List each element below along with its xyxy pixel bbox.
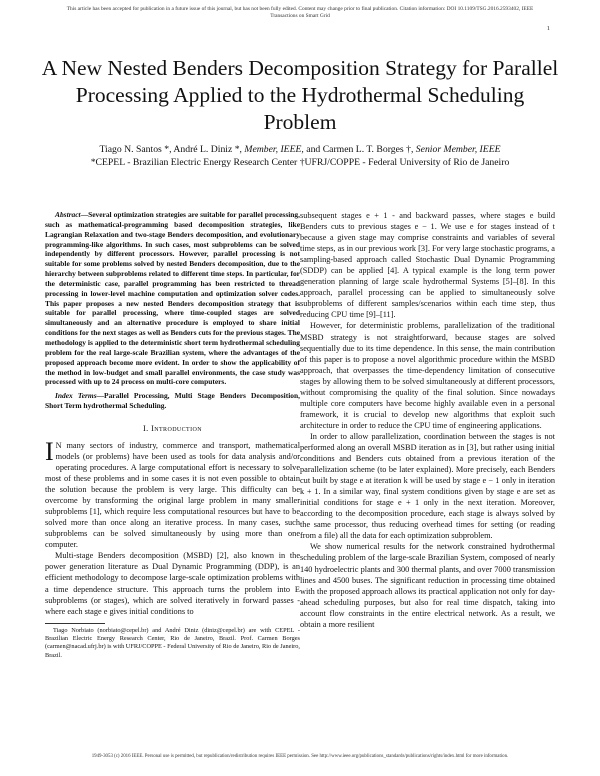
index-terms-text: —Parallel Processing, Multi Stage Benders Decomposition, Short Term hydrothermal Scheduling. xyxy=(45,391,300,411)
journal-header-note xyxy=(0,6,600,20)
left-column xyxy=(45,210,300,660)
right-paragraph-1: subsequent stages e + 1 - and backward passes, where stages e build Benders cuts to previous stages e − 1. We use e for stages instead of t because a given stage may comprise constraints and variables of several time steps, as in our previous work [3]. For very large stochastic programs, a sampling-based approach called Stochastic Dual Dynamic Programming (SDDP) can be applied [4]. A typical example is the long term power generation planning of large scale hydrothermal Systems [5]–[8]. In this approach, parallel processing can be applied to simultaneously solve subproblems of different samples/scenarios within each time step, thus reducing CPU time [9]–[11]. xyxy=(300,211,555,320)
footnote-divider xyxy=(45,623,105,624)
intro-paragraph-1-text: N many sectors of industry, commerce and transport, mathematical models (or problems) have been used as tools for data analysis and/or operating procedures. A large computational effort is necessary to solve most of these problems and in some cases it is not even possible to obtain the solution because the problem is very large. This difficulty can be overcome by transforming the original large problem in many smaller subproblems [1], which require less computational resources but have to be solved more than once along an iterative process. In many cases, such subproblems can be solved simultaneously by using more than one computer. xyxy=(45,440,300,550)
intro-paragraph-1 xyxy=(45,436,300,550)
drop-cap: I xyxy=(45,436,54,466)
intro-paragraph-2: Multi-stage Benders decomposition (MSBD) [2], also known in the power generation literature as Dual Dynamic Programming (DDP), is an efficient methodology to decompose large-scale optimization problems with a time dependence structure. This approach turns the problem into E subproblems (or stages), which are solved iteratively in forward passes - where each stage e gives initial conditions to xyxy=(45,551,300,616)
abstract-label: Abstract xyxy=(55,210,81,219)
section-heading-introduction: I. Introduction xyxy=(142,423,202,433)
abstract xyxy=(45,210,300,387)
author-role-b: Senior Member, IEEE xyxy=(415,144,501,155)
header-line-2: Transactions on Smart Grid xyxy=(270,13,330,19)
header-line-1: This article has been accepted for publication in a future issue of this journal, but has not been fully edited. Content may change prior to final publication. Citation information: DOI 10.1109/TSG.2016.2593402, IEEE xyxy=(66,6,534,12)
author-footnote: Tiago Norbiato (norbiato@cepel.br) and André Diniz (diniz@cepel.br) are with CEPEL - Brazilian Electric Energy Research Center, Rio de Janeiro, Brazil. Prof. Carmen Borges (carmen@nacad.ufrj.br) is with UFRJ/COPPE - Federal University of Rio de Janeiro, Rio de Janeiro, Brazil. xyxy=(45,626,300,659)
right-paragraph-4: We show numerical results for the network constrained hydrothermal scheduling problem of the large-scale Brazilian System, composed of nearly 140 hydroelectric plants and 300 thermal plants, and over 7000 transmission lines and 4500 buses. The significant reduction in processing time obtained with the proposed approach allows its practical application not only for day-ahead scheduling purposes, but also for real time dispatch, taking into account flow constraints in the entire electrical network. As a result, we obtain a more resilient xyxy=(300,542,555,629)
author-names-b: and Carmen L. T. Borges †, xyxy=(306,144,414,155)
author-block xyxy=(30,144,570,169)
author-names-a: Tiago N. Santos *, André L. Diniz *, xyxy=(99,144,242,155)
author-role-a: Member, IEEE, xyxy=(244,144,304,155)
author-line xyxy=(30,144,570,157)
affiliation-line: *CEPEL - Brazilian Electric Energy Research Center †UFRJ/COPPE - Federal University of Rio de Janeiro xyxy=(90,156,510,168)
copyright-footer: 1949-3053 (c) 2016 IEEE. Personal use is permitted, but republication/redistribution requires IEEE permission. See http://www.ieee.org/publications_standards/publications/rights/index.html for more information. xyxy=(91,754,509,759)
index-terms-label: Index Terms xyxy=(55,391,97,401)
abstract-text: —Several optimization strategies are suitable for parallel processing, such as mathematical-programming based decomposition strategies, like Lagrangian Relaxation and two-stage Benders decomposition, and evolutionary programming-like algorithms. In such cases, most subproblems can be solved independently by different processors. However, parallel processing is not suitable for some problems solved by nested Benders decomposition, due to the hierarchy between subproblems related to different time steps. In particular, for the deterministic case, parallel programming has been restricted to thread processing in lower-level machine computation and optimization solver codes. This paper proposes a new nested Benders decomposition strategy that is suitable for parallel processing, where time-coupled stages are solved simultaneously and an alternative procedure is employed to share initial conditions for the next stages as well as Benders cuts for the previous stages. The methodology is applied to the deterministic short term hydrothermal scheduling problem for the real large-scale Brazilian system, where the advantages of the proposed approach become more evident. In order to show the applicability of the method in low-budget and small parallel environments, the case study was processed with up to 24 process on multi-core computers. xyxy=(45,210,301,387)
right-paragraph-2: However, for deterministic problems, parallelization of the traditional MSBD strategy is not straightforward, because stages are solved sequentially due to its time dependence. In this sense, the main contribution of this paper is to propose a novel algorithmic procedure within the MSBD approach, that overpasses the time-dependency limitation of consecutive stages by allowing them to be solved simultaneously at different processors, without compromising the quality of the final solution. Since nowadays multiple core computers have become highly available even in a personal framework, it is crucial to develop new algorithms that exploit such architecture in order to reduce the CPU time of engineering applications. xyxy=(300,321,555,430)
index-terms xyxy=(45,391,300,411)
page-number: 1 xyxy=(546,25,550,32)
paper-title: A New Nested Benders Decomposition Strategy for Parallel Processing Applied to the Hydrothermal Scheduling Problem xyxy=(41,56,559,134)
right-column xyxy=(300,210,555,630)
right-paragraph-3: In order to allow parallelization, coordination between the stages is not performed along an overall MSBD iteration as in [3], but rather using initial conditions and Benders cuts obtained from a previous iteration of the parallelization scheme (to be later explained). More precisely, each Benders cut built by stage e at iteration k will be used by stage e − 1 only in iteration k + 1. In a similar way, final system conditions given by stage e are set as initial conditions for stage e + 1 only in the next iteration. Moreover, according to the decomposition procedure, each stage is always solved by the same processor, thus reducing overhead times for setting (or reading from a file) all the data for each optimization subproblem. xyxy=(300,431,555,541)
